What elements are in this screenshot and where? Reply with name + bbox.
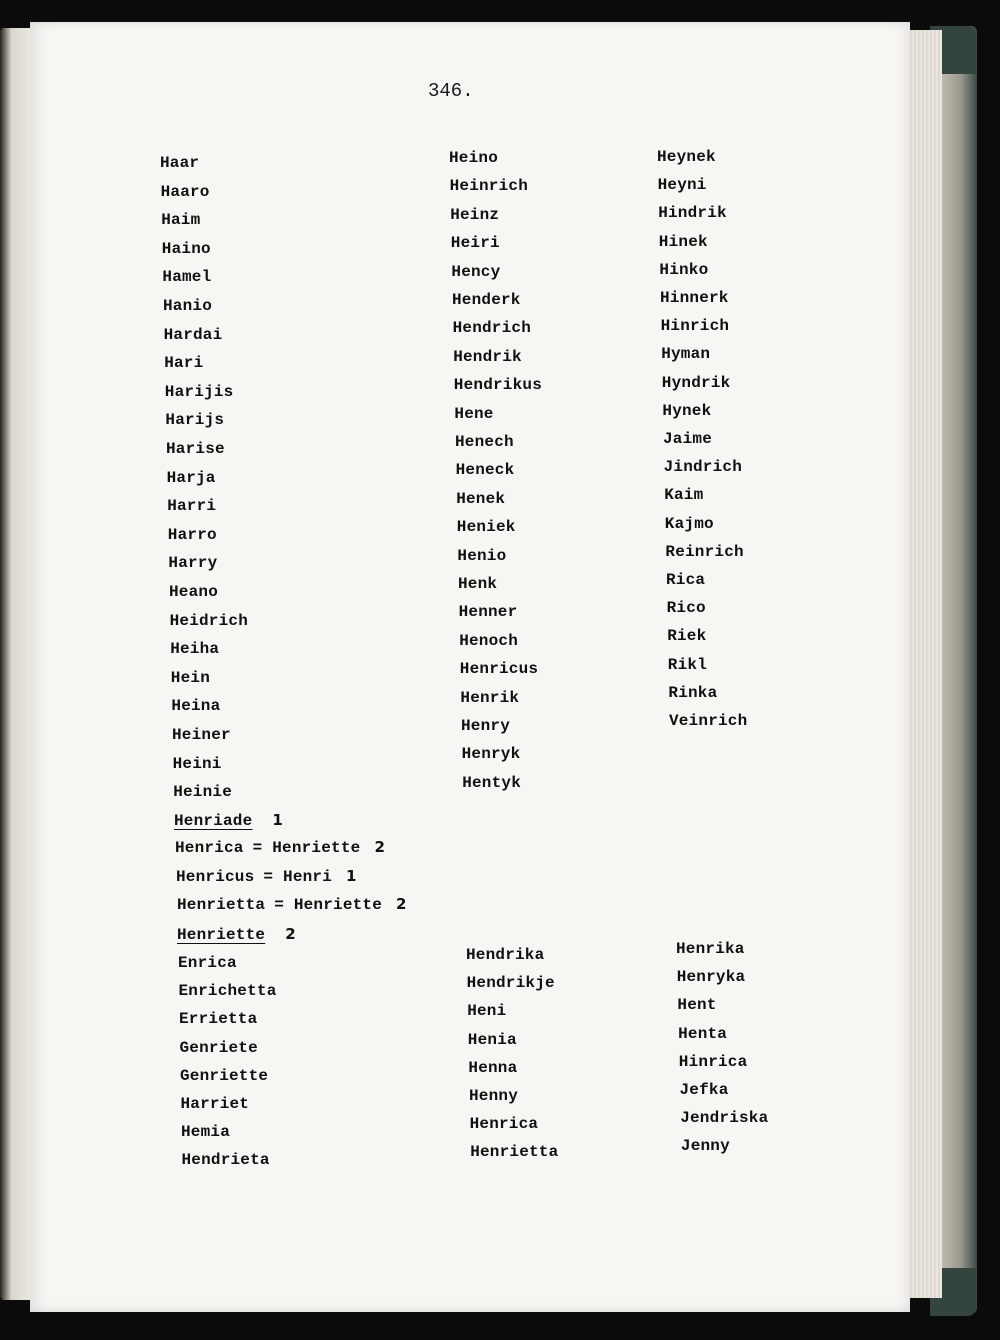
name-entry: Hein [170, 668, 211, 687]
cross-reference-count: 2 [396, 895, 407, 913]
name-entry: Heiha [170, 640, 220, 659]
name-entry: Henner [458, 603, 518, 622]
name-entry: Hentyk [462, 773, 521, 792]
name-entry: Harro [167, 525, 217, 544]
cross-reference-entry [177, 925, 296, 944]
name-entry: Hanio [163, 297, 213, 315]
name-entry: Genriete [179, 1038, 258, 1057]
name-entry: Hendrieta [181, 1151, 270, 1170]
name-entry: Hindrik [658, 204, 727, 223]
name-entry: Enrica [178, 954, 237, 972]
name-entry: Harri [167, 497, 217, 516]
name-entry: Heiner [172, 726, 231, 744]
name-entry: Harja [166, 468, 216, 487]
name-entry: Harijs [165, 411, 225, 430]
name-entry: Hinnerk [660, 289, 729, 307]
name-entry: Heyni [657, 176, 707, 195]
cross-reference-target: = Henri [263, 868, 333, 886]
cross-reference-name: Henrica [175, 839, 244, 857]
name-entry: Heidrich [169, 611, 249, 630]
name-entry: Hari [164, 354, 204, 373]
name-entry: Henek [456, 489, 506, 508]
cross-reference-target: = Henriette [252, 839, 361, 857]
name-entry: Hynek [662, 401, 712, 420]
name-entry: Heino [449, 149, 499, 167]
name-entry: Rinka [668, 683, 718, 702]
name-entry: Riek [667, 627, 707, 646]
name-entry: Errietta [179, 1010, 258, 1029]
name-entry: Hyman [661, 345, 711, 364]
name-entry: Heneck [455, 461, 515, 480]
name-entry: Henna [468, 1058, 518, 1077]
cross-reference-count: 1 [272, 811, 284, 829]
cross-reference-count: 2 [374, 838, 386, 856]
name-entry: Rica [666, 571, 706, 589]
name-entry: Hinrica [678, 1052, 748, 1071]
name-entry: Henrietta [470, 1143, 559, 1162]
cross-reference-count: 1 [346, 867, 357, 885]
name-entry: Heni [467, 1002, 507, 1021]
name-entry: Hendrika [466, 946, 545, 964]
name-entry: Harry [168, 554, 218, 573]
name-entry: Kajmo [664, 514, 714, 533]
name-entry: Jefka [679, 1081, 729, 1099]
name-entry: Haim [161, 211, 201, 230]
name-entry: Henrica [469, 1115, 539, 1134]
name-entry: Henderk [452, 291, 521, 309]
name-entry: Jindrich [663, 458, 743, 477]
cross-reference-name: Henricus [176, 868, 255, 886]
name-entry: Heini [172, 754, 222, 773]
name-entry: Kaim [664, 486, 704, 505]
name-entry: Heinie [173, 783, 232, 802]
name-entry: Genriette [180, 1066, 269, 1085]
cross-reference-name: Henrietta [177, 896, 266, 914]
name-entry: Henricus [459, 660, 539, 679]
name-entry: Heniek [456, 518, 516, 537]
name-entry: Reinrich [665, 542, 744, 561]
name-entry: Hardai [163, 325, 223, 344]
name-entry: Henryk [461, 745, 521, 764]
name-entry: Jenny [680, 1137, 730, 1156]
cross-reference-target: = Henriette [274, 896, 383, 914]
cross-reference-entry [174, 811, 283, 830]
name-entry: Enrichetta [178, 982, 277, 1001]
name-entry: Heano [169, 583, 219, 601]
name-entry: Hent [677, 996, 717, 1015]
name-entry: Henryka [676, 968, 746, 987]
name-entry: Heina [171, 697, 221, 716]
name-entry: Heinrich [449, 177, 529, 196]
name-entry: Hendrich [452, 319, 532, 338]
name-entry: Harise [166, 440, 225, 458]
name-entry: Henny [469, 1087, 519, 1105]
name-entry: Veinrich [669, 712, 748, 730]
name-entry: Hency [451, 262, 501, 281]
name-entry: Henk [458, 575, 498, 593]
name-entry: Henech [455, 433, 514, 451]
name-entry: Heynek [657, 148, 716, 166]
name-entry: Hinek [658, 232, 708, 251]
name-entry: Hinko [659, 260, 709, 279]
cross-reference-entry [176, 867, 357, 886]
name-entry: Haar [160, 154, 200, 172]
name-entry: Henia [467, 1030, 517, 1049]
name-entry: Harriet [180, 1095, 250, 1113]
name-entry: Heinz [450, 205, 500, 224]
page-number: 346. [428, 80, 474, 102]
name-entry: Henrik [460, 688, 520, 707]
name-entry: Henry [461, 717, 511, 735]
cross-reference-count: 2 [285, 925, 296, 943]
name-entry: Rikl [667, 655, 708, 674]
name-entry: Jaime [663, 430, 713, 448]
cross-reference-entry [175, 838, 385, 857]
name-entry: Haino [161, 239, 211, 258]
name-entry: Hinrich [660, 317, 730, 336]
name-entry: Hendrik [453, 347, 522, 366]
cross-reference-name: Henriade [174, 812, 253, 830]
name-entry: Jendriska [680, 1109, 769, 1128]
cross-reference-name: Henriette [177, 926, 266, 944]
name-entry: Hemia [181, 1123, 231, 1142]
name-entry: Hyndrik [661, 373, 731, 392]
name-entry: Hene [454, 404, 494, 423]
name-entry: Hendrikus [453, 376, 543, 395]
name-entry: Heiri [450, 234, 500, 253]
name-entry: Hendrikje [466, 974, 555, 993]
name-entry: Henoch [459, 631, 518, 650]
name-entry: Henio [457, 546, 507, 565]
name-entry: Hamel [162, 268, 212, 287]
name-entry: Harijis [164, 382, 234, 401]
name-entry: Henrika [676, 940, 745, 958]
cross-reference-entry [177, 895, 407, 914]
name-entry: Henta [678, 1024, 728, 1043]
name-entry: Rico [666, 599, 706, 618]
name-entry: Haaro [160, 182, 210, 201]
